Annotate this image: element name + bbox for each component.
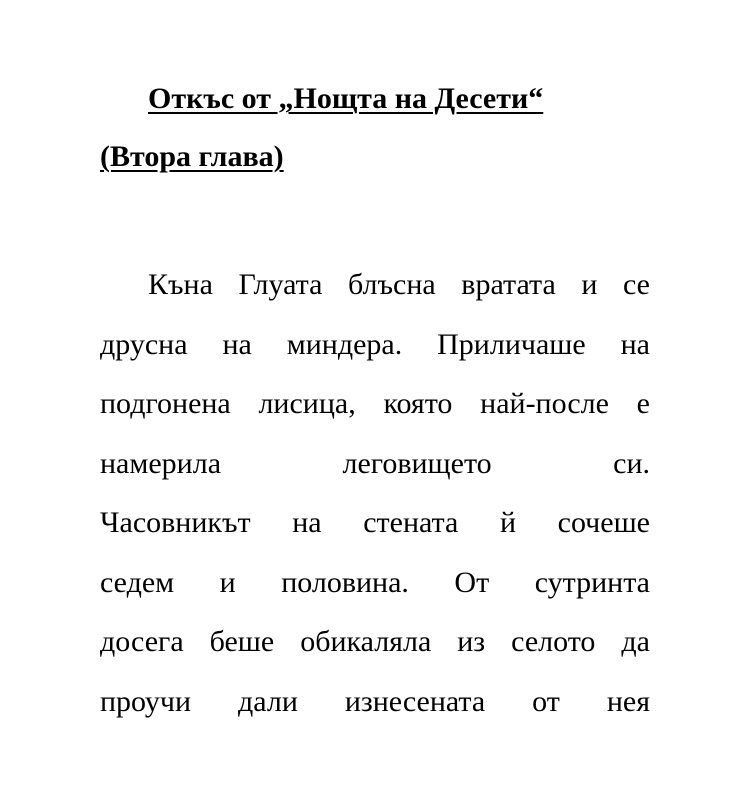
title-line-2: (Втора глава) xyxy=(100,140,284,173)
paragraph-line: подгонена лисица, която най-после е xyxy=(100,387,650,420)
paragraph-line: друсна на миндера. Приличаше на xyxy=(100,327,650,361)
paragraph-line: досега беше обикаляла из селото да xyxy=(100,625,650,658)
paragraph-line: намерила леговището си. xyxy=(100,446,650,480)
paragraph-line: проучи дали изнесената от нея xyxy=(100,684,650,718)
title-line-1: Откъс от „Нощта на Десети“ xyxy=(148,82,544,115)
paragraph-line: Къна Глуата блъсна вратата и се xyxy=(148,268,650,301)
body-paragraph xyxy=(100,255,650,731)
document-title xyxy=(100,70,650,186)
paragraph-line: седем и половина. От сутринта xyxy=(100,565,650,599)
paragraph-line: Часовникът на стената й сочеше xyxy=(100,506,650,539)
